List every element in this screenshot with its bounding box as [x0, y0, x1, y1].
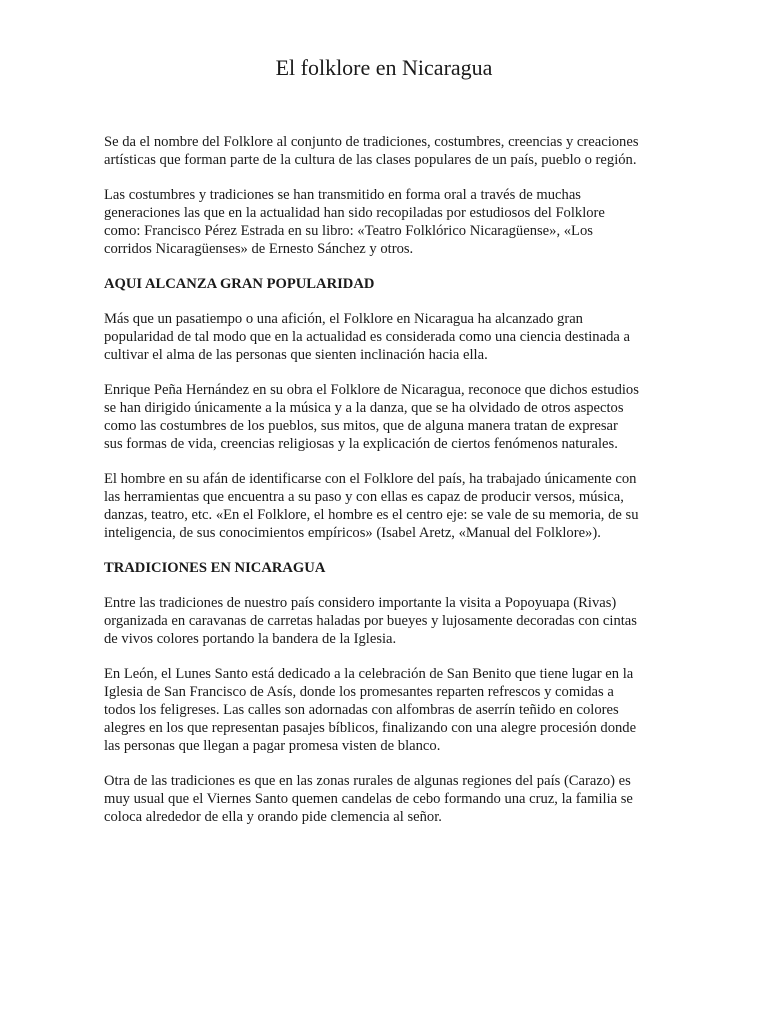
- section-heading-popularity: AQUI ALCANZA GRAN POPULARIDAD: [104, 276, 375, 292]
- text-line: muy usual que el Viernes Santo quemen candelas de cebo formando una cruz, la familia se: [104, 791, 633, 807]
- text-line: corridos Nicaragüenses» de Ernesto Sánchez y otros.: [104, 241, 414, 257]
- paragraph-man-folklore: [104, 470, 680, 542]
- document-body: [104, 133, 680, 843]
- document-title: El folklore en Nicaragua: [275, 55, 493, 80]
- text-line: Enrique Peña Hernández en su obra el Folklore de Nicaragua, reconoce que dichos estudios: [104, 382, 639, 398]
- text-line: popularidad de tal modo que en la actualidad es considerada como una ciencia destinada a: [104, 329, 630, 345]
- paragraph-popularity: [104, 310, 680, 364]
- text-line: de vivos colores portando la bandera de la Iglesia.: [104, 631, 397, 647]
- text-line: Más que un pasatiempo o una afición, el Folklore en Nicaragua ha alcanzado gran: [104, 311, 583, 327]
- paragraph-popoyuapa: [104, 594, 680, 648]
- text-line: inteligencia, de sus conocimientos empíricos» (Isabel Aretz, «Manual del Folklore»).: [104, 525, 601, 541]
- text-line: cultivar el alma de las personas que sienten inclinación hacia ella.: [104, 347, 488, 363]
- paragraph-intro: [104, 133, 680, 169]
- text-line: generaciones las que en la actualidad han sido recopiladas por estudiosos del Folklore: [104, 205, 605, 221]
- text-line: organizada en caravanas de carretas haladas por bueyes y lujosamente decoradas con cintas: [104, 613, 637, 629]
- section-heading-traditions: TRADICIONES EN NICARAGUA: [104, 560, 326, 576]
- text-line: se han dirigido únicamente a la música y a la danza, que se ha olvidado de otros aspectos: [104, 400, 624, 416]
- text-line: sus formas de vida, creencias religiosas y la explicación de ciertos fenómenos naturales.: [104, 436, 618, 452]
- text-line: En León, el Lunes Santo está dedicado a la celebración de San Benito que tiene lugar en la: [104, 666, 634, 682]
- text-line: danzas, teatro, etc. «En el Folklore, el hombre es el centro eje: se vale de su memoria, de su: [104, 507, 639, 523]
- text-line: todos los feligreses. Las calles son adornadas con alfombras de aserrín teñido en colores: [104, 702, 619, 718]
- text-line: Iglesia de San Francisco de Asís, donde los promesantes reparten refrescos y comidas a: [104, 684, 614, 700]
- text-line: como: Francisco Pérez Estrada en su libro: «Teatro Folklórico Nicaragüense», «Los: [104, 223, 593, 239]
- text-line: las herramientas que encuentra a su paso y con ellas es capaz de producir versos, música,: [104, 489, 624, 505]
- paragraph-pena-hernandez: [104, 381, 680, 453]
- text-line: Las costumbres y tradiciones se han transmitido en forma oral a través de muchas: [104, 187, 581, 203]
- text-line: como las costumbres de los pueblos, sus mitos, que de alguna manera tratan de expresar: [104, 418, 618, 434]
- paragraph-carazo: [104, 772, 680, 826]
- text-line: coloca alrededor de ella y orando pide clemencia al señor.: [104, 809, 442, 825]
- text-line: Otra de las tradiciones es que en las zonas rurales de algunas regiones del país (Carazo) es: [104, 773, 631, 789]
- text-line: El hombre en su afán de identificarse con el Folklore del país, ha trabajado únicamente con: [104, 471, 637, 487]
- text-line: Se da el nombre del Folklore al conjunto de tradiciones, costumbres, creencias y creaciones: [104, 134, 639, 150]
- text-line: alegres en los que representan pasajes bíblicos, finalizando con una alegre procesión donde: [104, 720, 637, 736]
- text-line: Entre las tradiciones de nuestro país considero importante la visita a Popoyuapa (Rivas): [104, 595, 617, 611]
- paragraph-leon: [104, 665, 680, 755]
- text-line: artísticas que forman parte de la cultura de las clases populares de un país, pueblo o región.: [104, 152, 637, 168]
- text-line: las personas que llegan a pagar promesa visten de blanco.: [104, 738, 441, 754]
- paragraph-transmission: [104, 186, 680, 258]
